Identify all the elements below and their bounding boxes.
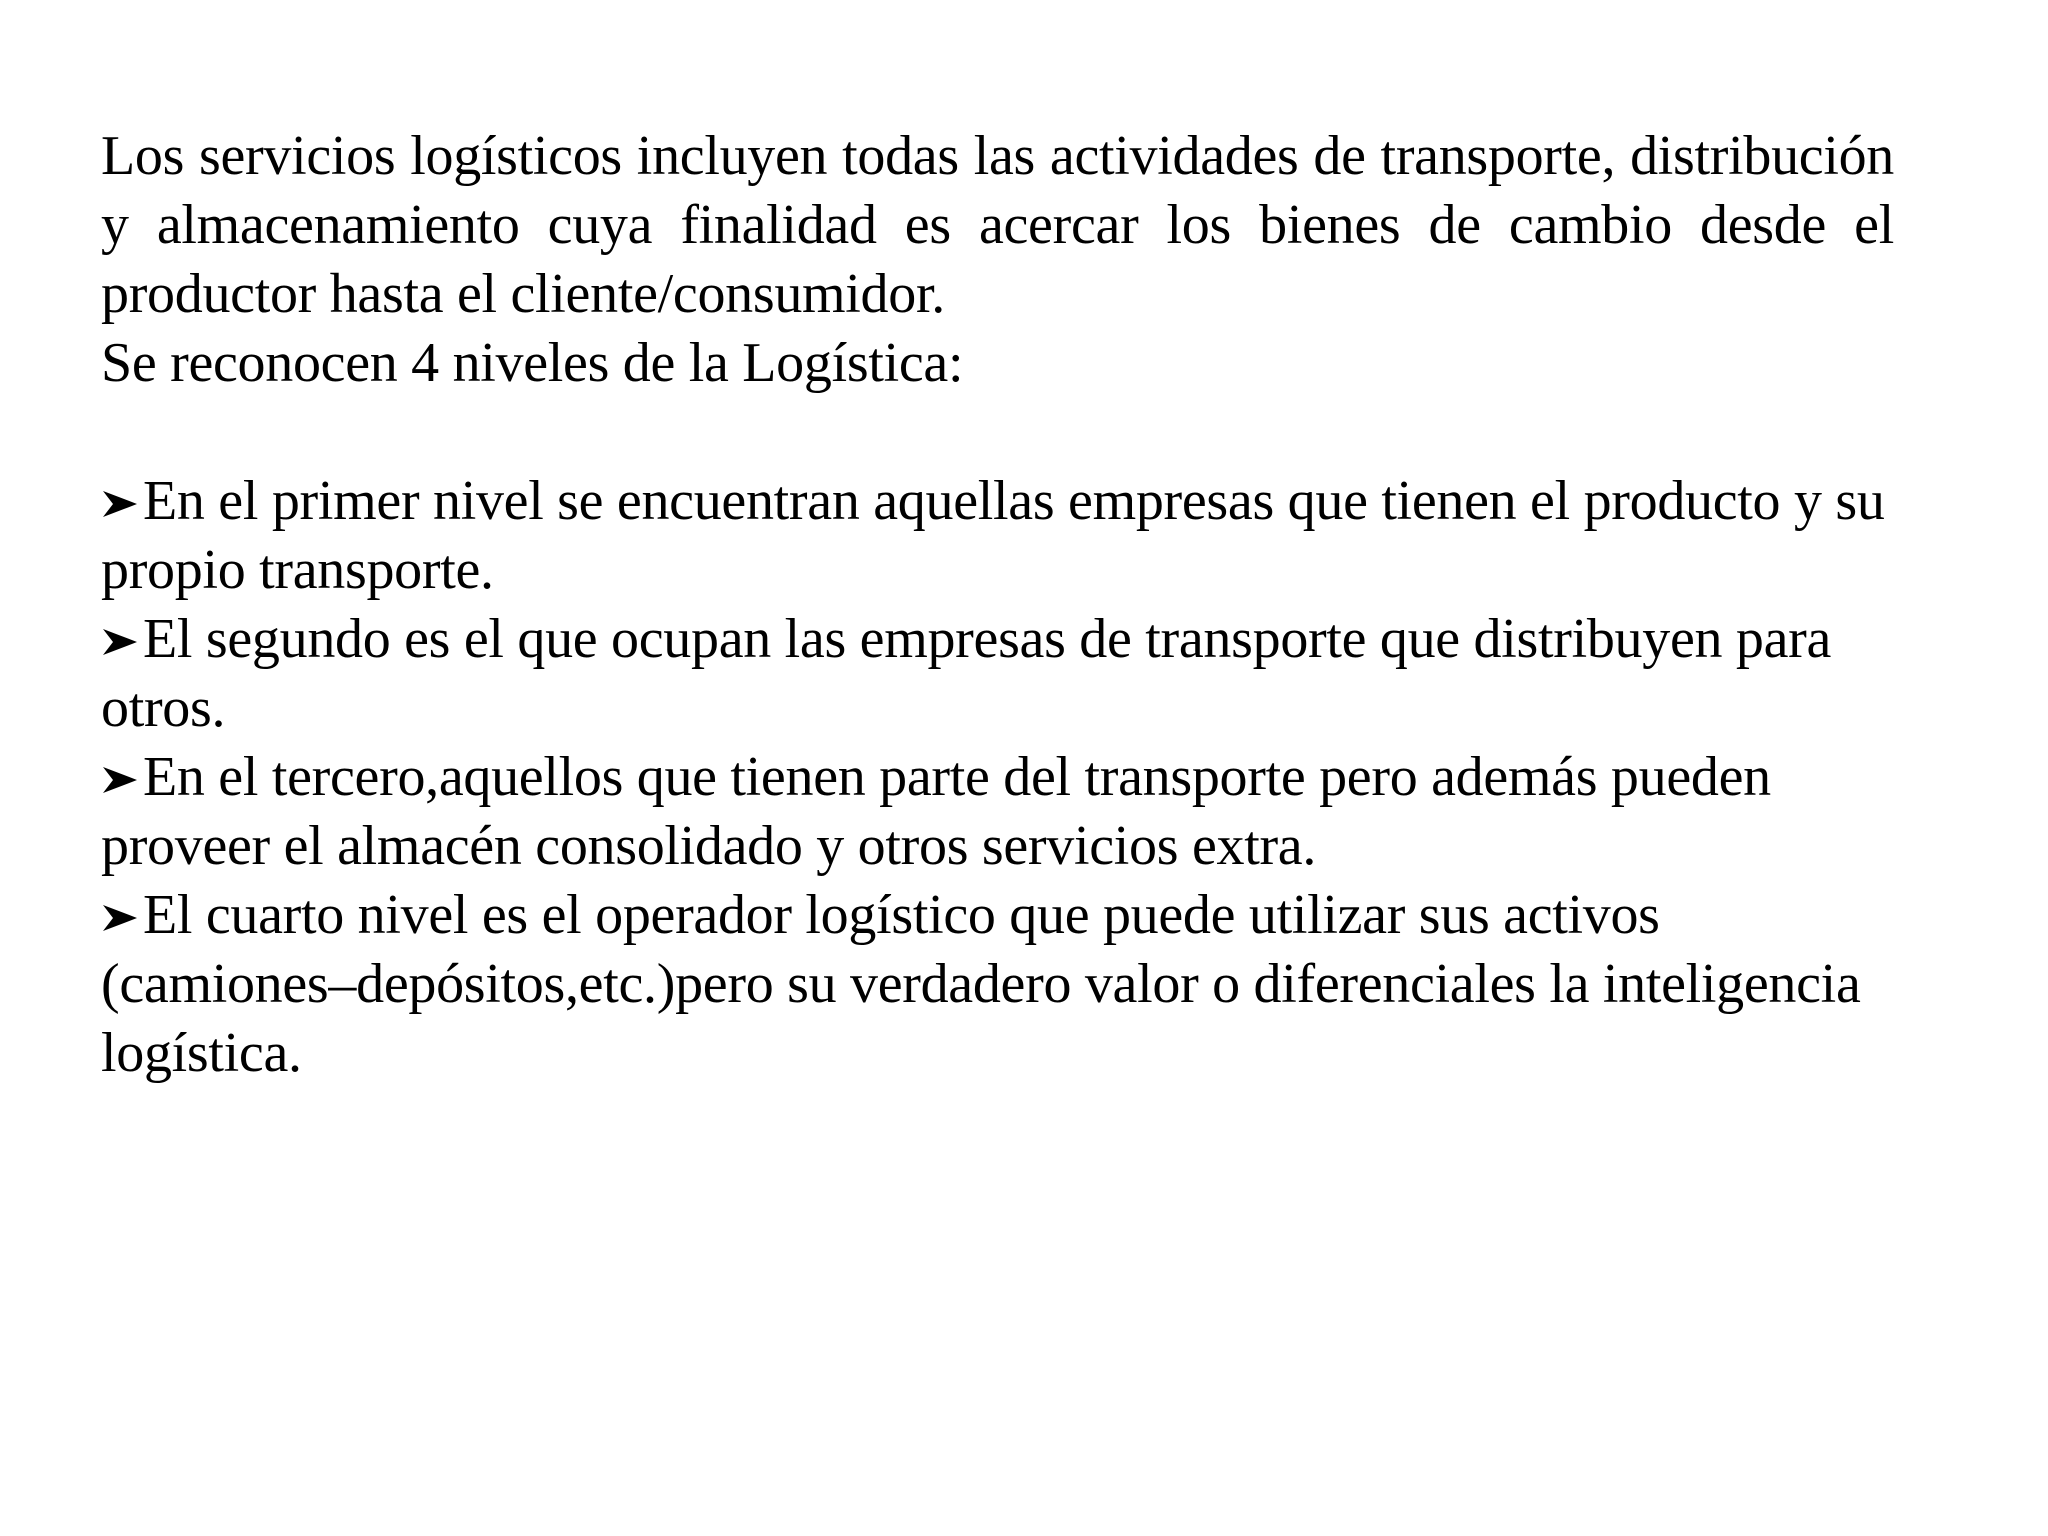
arrowhead-bullet-icon — [101, 627, 139, 657]
arrowhead-bullet-icon — [101, 489, 139, 519]
arrowhead-bullet-icon — [101, 903, 139, 933]
level-4-text: El cuarto nivel es el operador logístico que puede utilizar sus activos (camiones–depósitos,etc.)pero su verdadero valor o diferenciales la inteligencia logística. — [101, 884, 1861, 1084]
intro-paragraph: Los servicios logísticos incluyen todas las actividades de transporte, distribución y almacenamiento cuya finalidad es acercar los bienes de cambio desde el productor hasta el cliente/consumidor. — [101, 125, 1894, 325]
level-1-text: En el primer nivel se encuentran aquellas empresas que tienen el producto y su propio transporte. — [101, 470, 1885, 601]
list-item — [101, 605, 1894, 743]
level-3-text: En el tercero,aquellos que tienen parte del transporte pero además pueden proveer el almacén consolidado y otros servicios extra. — [101, 746, 1771, 877]
levels-list — [101, 467, 1894, 1088]
list-item — [101, 743, 1894, 881]
levels-heading: Se reconocen 4 niveles de la Logística: — [101, 332, 964, 394]
slide-content — [101, 122, 1894, 1088]
arrowhead-bullet-icon — [101, 765, 139, 795]
list-item — [101, 881, 1894, 1088]
level-2-text: El segundo es el que ocupan las empresas de transporte que distribuyen para otros. — [101, 608, 1832, 739]
paragraph-spacer — [101, 398, 1894, 467]
list-item — [101, 467, 1894, 605]
